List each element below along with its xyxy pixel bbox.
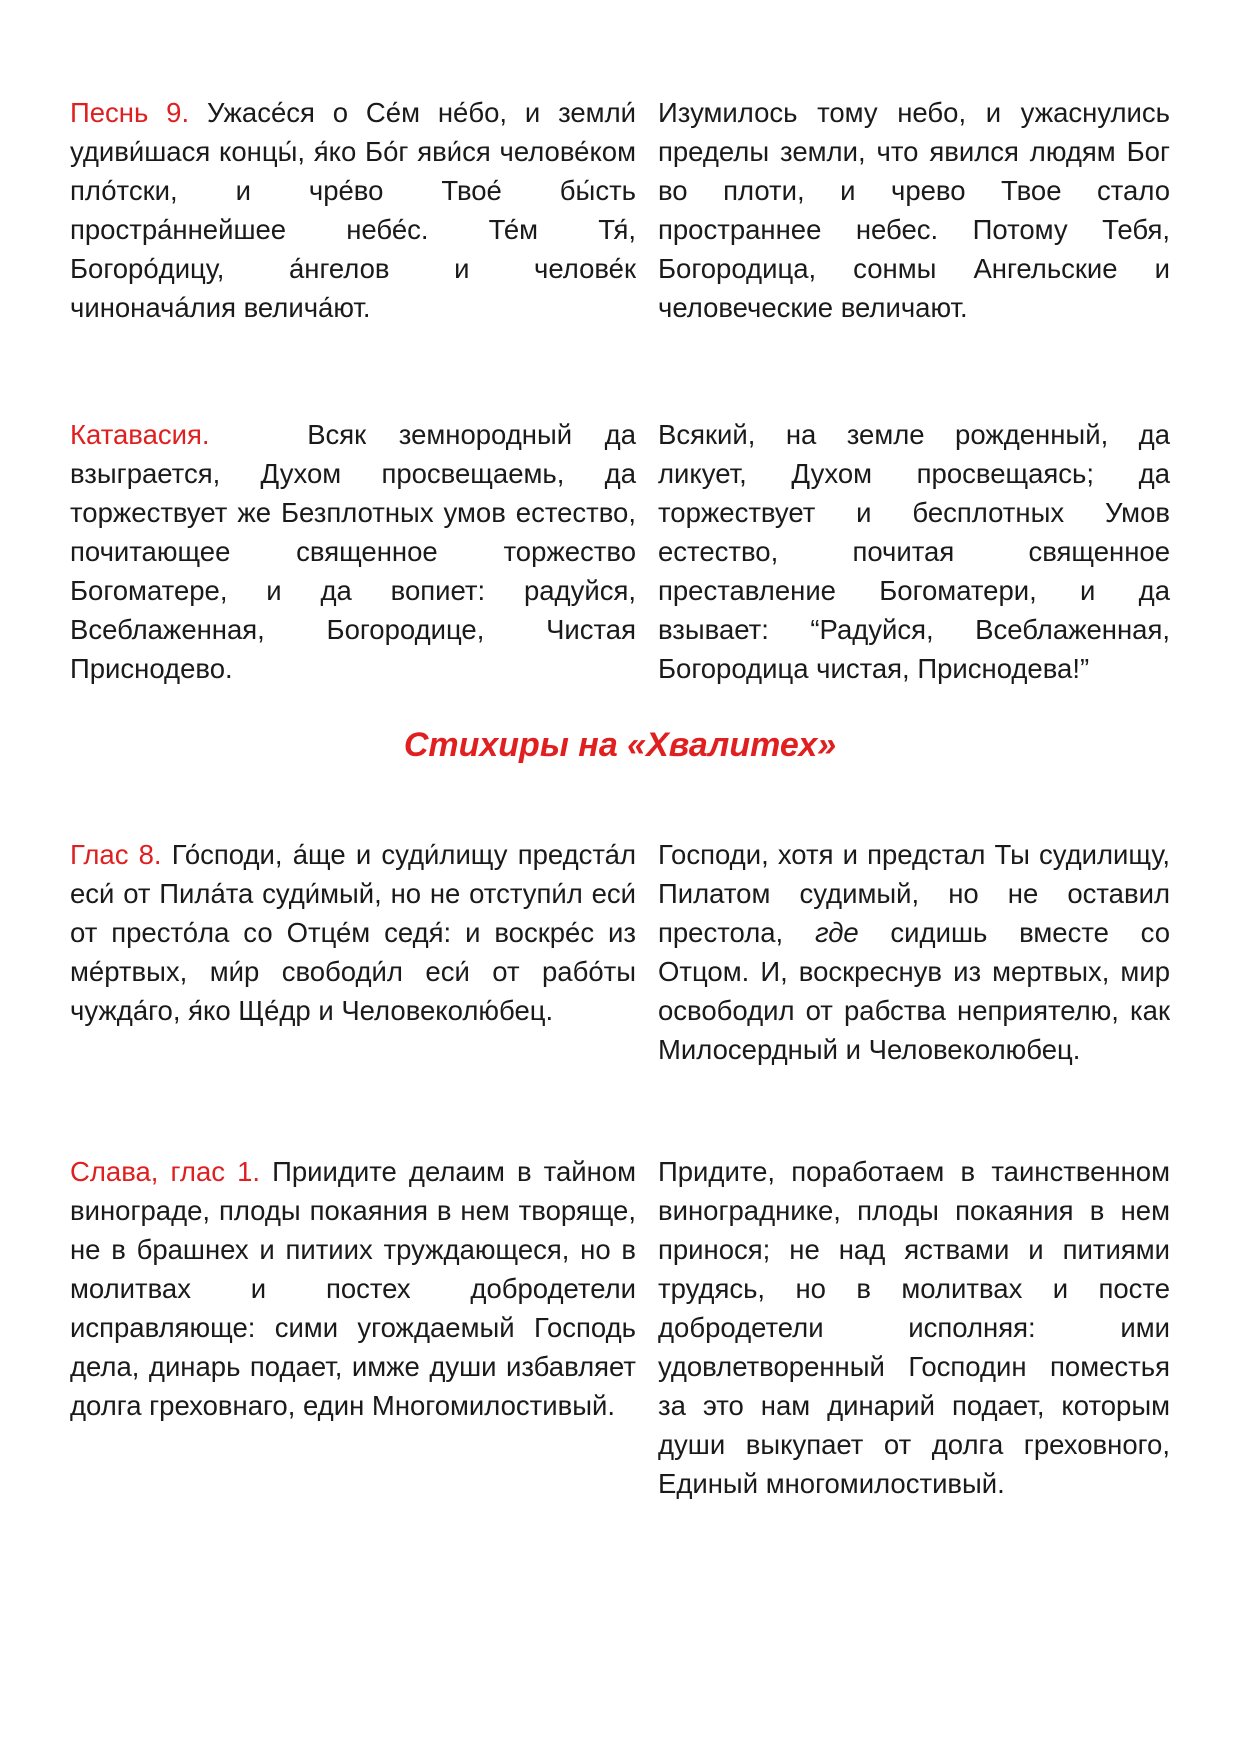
translation-text: Придите, поработаем в таинственном винограднике, плоды покаяния в нем принося; не над яствами и питиями трудясь, но в молитвах и посте добродетели исполняя: ими удовлетворенный Господин поместья за это нам динарий подает, которым души выкупает от долга греховного, Единый многомилостивый. bbox=[658, 1156, 1170, 1499]
verse-block-katavasia bbox=[70, 415, 1170, 688]
church-slavonic-text bbox=[70, 93, 636, 327]
verse-label: Слава, глас 1. bbox=[70, 1156, 261, 1187]
verse-block-tone-8 bbox=[70, 835, 1170, 1069]
translation-italic-word: где bbox=[814, 917, 859, 948]
russian-translation-text bbox=[658, 93, 1170, 327]
verse-text: Всяк земнородный да взыграется, Духом просвещаемь, да торжествует же Безплотных умов естество, почитающее священное торжество Богоматере, и да вопиет: радуйся, Всеблаженная, Богородице, Чистая Приснодево. bbox=[70, 419, 636, 684]
translation-text: Изумилось тому небо, и ужаснулись пределы земли, что явился людям Бог во плоти, и чрево Твое стало пространнее небес. Потому Тебя, Богородица, сонмы Ангельские и человеческие величают. bbox=[658, 97, 1170, 323]
verse-label: Катавасия. bbox=[70, 419, 210, 450]
verse-block-song-9 bbox=[70, 93, 1170, 327]
church-slavonic-text bbox=[70, 1152, 636, 1503]
russian-translation-text bbox=[658, 1152, 1170, 1503]
church-slavonic-text bbox=[70, 415, 636, 688]
translation-text-part-2: сидишь вместе со Отцом. И, воскреснув из мертвых, мир освободил от рабства неприятелю, как Милосердный и Человеколюбец. bbox=[658, 917, 1171, 1065]
translation-text-part-1: Господи, хотя и предстал Ты судилищу, Пилатом судимый, но не оставил престола, bbox=[658, 839, 1170, 948]
verse-text: Го́споди, а́ще и суди́лищу предста́л еси́ от Пила́та суди́мый, но не отступи́л еси́ от престо́ла со Отце́м седя́: и воскре́с из ме́ртвых, ми́р свободи́л еси́ от рабо́ты чужда́го, я́ко Ще́др и Человеколю́бец. bbox=[70, 839, 636, 1026]
verse-text: Ужасе́ся о Се́м не́бо, и земли́ удиви́шася концы́, я́ко Бо́г яви́ся челове́ком пло́тски, и чре́во Твое́ бы́сть простра́ннейшее небе́с. Те́м Тя́, Богоро́дицу, а́нгелов и челове́к чиноначáлия велича́ют. bbox=[70, 97, 636, 323]
verse-text: Приидите делаим в тайном винограде, плоды покаяния в нем творяще, не в брашнех и питиих труждающеся, но в молитвах и постех добродетели исправляюще: сими угождаемый Господь дела, динарь подает, имже души избавляет долга греховнаго, един Многомилостивый. bbox=[70, 1156, 637, 1421]
section-heading: Стихиры на «Хвалитех» bbox=[403, 726, 837, 764]
translation-text: Всякий, на земле рожденный, да ликует, Духом просвещаясь; да торжествует и бесплотных Умов естество, почитая священное преставление Богоматери, и да взывает: “Радуйся, Всеблаженная, Богородица чистая, Приснодева!” bbox=[658, 419, 1170, 684]
church-slavonic-text bbox=[70, 835, 636, 1069]
verse-label: Песнь 9. bbox=[70, 97, 190, 128]
russian-translation-text bbox=[658, 415, 1170, 688]
verse-label: Глас 8. bbox=[70, 839, 162, 870]
verse-block-glory-tone-1 bbox=[70, 1152, 1170, 1503]
russian-translation-text bbox=[658, 835, 1170, 1069]
